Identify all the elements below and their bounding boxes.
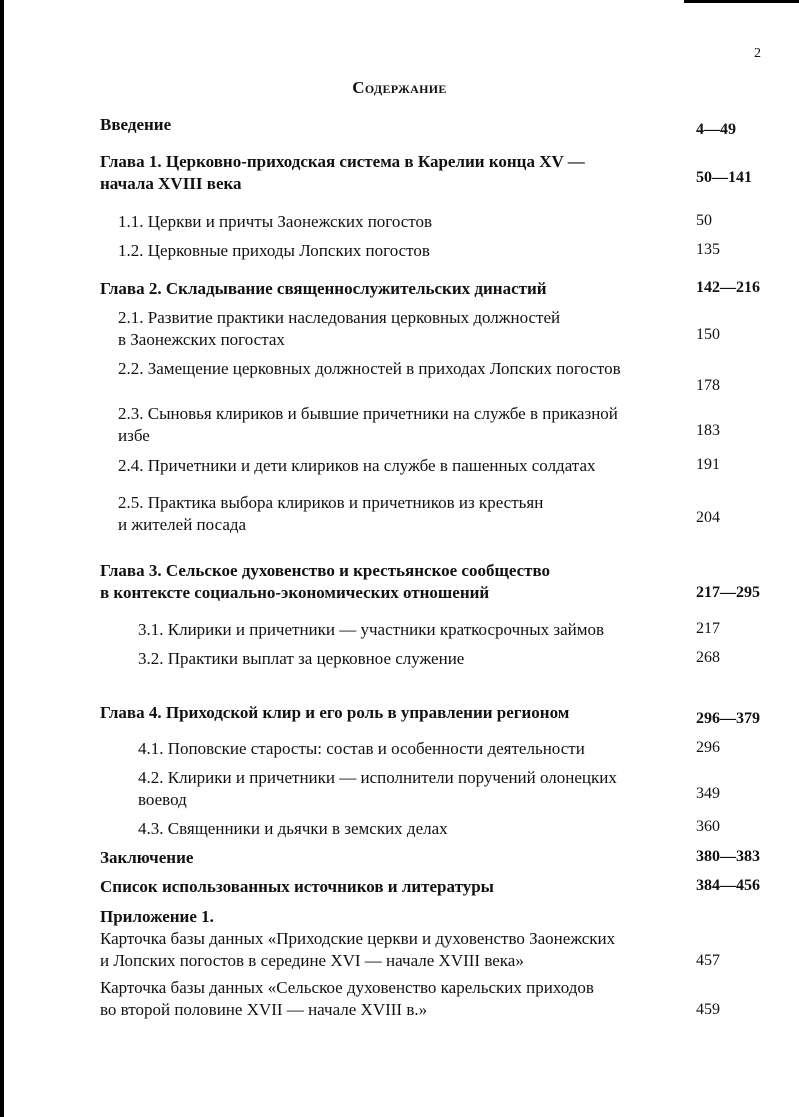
toc-conclusion-label[interactable]: Заключение — [100, 848, 194, 867]
page-title: Содержание — [352, 78, 447, 97]
toc-chapter2-pages: 142—216 — [696, 279, 760, 296]
toc-appendix-card2-line2[interactable]: во второй половине XVII — начале XVIII в.» — [100, 1000, 428, 1019]
toc-appendix-card1-line2[interactable]: и Лопских погостов в середине XVI — начале XVIII века» — [100, 951, 524, 970]
page-number: 2 — [754, 46, 761, 61]
toc-section-2-2-pages: 178 — [696, 377, 720, 394]
toc-section-2-5-line2[interactable]: и жителей посада — [118, 515, 247, 534]
toc-section-2-1-pages: 150 — [696, 326, 720, 343]
toc-chapter1-title-line1[interactable]: Глава 1. Церковно-приходская система в Карелии конца XV — — [100, 152, 585, 171]
toc-introduction-label[interactable]: Введение — [100, 115, 172, 134]
toc-conclusion-pages: 380—383 — [696, 848, 760, 865]
toc-section-2-1-line2[interactable]: в Заонежских погостах — [118, 330, 285, 349]
toc-appendix-card1-pages: 457 — [696, 952, 720, 969]
toc-section-2-3-line1[interactable]: 2.3. Сыновья клириков и бывшие причетники на службе в приказной — [118, 404, 618, 423]
toc-bibliography-label[interactable]: Список использованных источников и литературы — [100, 877, 494, 896]
toc-appendix-card2-pages: 459 — [696, 1001, 720, 1018]
toc-section-2-4-pages: 191 — [696, 456, 720, 473]
toc-chapter3-pages: 217—295 — [696, 584, 760, 601]
toc-section-2-5-pages: 204 — [696, 509, 720, 526]
toc-bibliography-pages: 384—456 — [696, 877, 760, 894]
toc-chapter1-title-line2[interactable]: начала XVIII века — [100, 174, 242, 193]
toc-section-2-5-line1[interactable]: 2.5. Практика выбора клириков и причетников из крестьян — [118, 493, 544, 512]
toc-introduction-pages: 4—49 — [696, 121, 736, 138]
toc-section-1-1-pages: 50 — [696, 212, 712, 229]
toc-section-2-1-line1[interactable]: 2.1. Развитие практики наследования церковных должностей — [118, 308, 561, 327]
toc-chapter4-pages: 296—379 — [696, 710, 760, 727]
toc-section-2-3-pages: 183 — [696, 422, 720, 439]
toc-section-4-3-pages: 360 — [696, 818, 720, 835]
toc-section-2-4-line1[interactable]: 2.4. Причетники и дети клириков на службе в пашенных солдатах — [118, 456, 596, 475]
toc-section-4-2-line2[interactable]: воевод — [138, 790, 187, 809]
toc-section-3-1-pages: 217 — [696, 620, 720, 637]
toc-section-4-2-line1[interactable]: 4.2. Клирики и причетники — исполнители поручений олонецких — [138, 768, 617, 787]
toc-chapter2-title[interactable]: Глава 2. Складывание священнослужительских династий — [100, 279, 547, 298]
toc-section-3-2-pages: 268 — [696, 649, 720, 666]
toc-section-1-1-label[interactable]: 1.1. Церкви и причты Заонежских погостов — [118, 212, 433, 231]
toc-chapter3-title-line2[interactable]: в контексте социально-экономических отношений — [100, 583, 490, 602]
toc-chapter3-title-line1[interactable]: Глава 3. Сельское духовенство и крестьянское сообщество — [100, 561, 551, 580]
toc-section-3-1-label[interactable]: 3.1. Клирики и причетники — участники краткосрочных займов — [138, 620, 605, 639]
toc-chapter4-title[interactable]: Глава 4. Приходской клир и его роль в управлении регионом — [100, 703, 570, 722]
toc-section-4-1-pages: 296 — [696, 739, 720, 756]
toc-section-4-1-line1[interactable]: 4.1. Поповские старосты: состав и особенности деятельности — [138, 739, 585, 758]
toc-chapter1-pages: 50—141 — [696, 169, 752, 186]
toc-appendix-card2-line1[interactable]: Карточка базы данных «Сельское духовенство карельских приходов — [100, 978, 594, 997]
scan-top-mark — [684, 0, 799, 3]
scan-left-border — [0, 0, 4, 1117]
toc-section-1-2-label[interactable]: 1.2. Церковные приходы Лопских погостов — [118, 241, 430, 260]
toc-section-2-2-line1[interactable]: 2.2. Замещение церковных должностей в приходах Лопских погостов — [118, 359, 621, 378]
toc-appendix-label[interactable]: Приложение 1. — [100, 907, 214, 926]
toc-section-4-2-pages: 349 — [696, 785, 720, 802]
toc-section-1-2-pages: 135 — [696, 241, 720, 258]
toc-section-4-3-line1[interactable]: 4.3. Священники и дьячки в земских делах — [138, 819, 448, 838]
toc-section-2-3-line2[interactable]: избе — [118, 426, 150, 445]
toc-appendix-card1-line1[interactable]: Карточка базы данных «Приходские церкви и духовенство Заонежских — [100, 929, 616, 948]
toc-section-3-2-label[interactable]: 3.2. Практики выплат за церковное служение — [138, 649, 465, 668]
